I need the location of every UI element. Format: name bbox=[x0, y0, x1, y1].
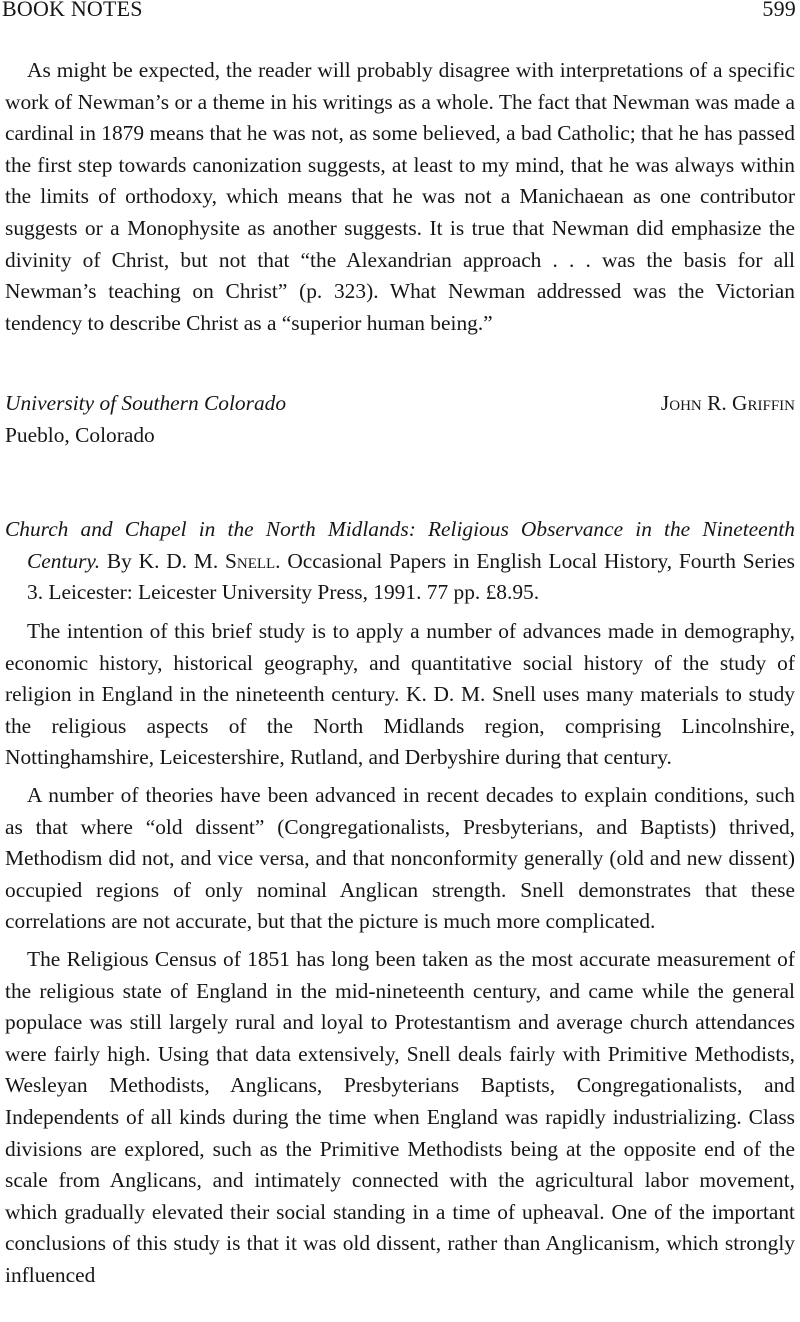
reviewer-name: John R. Griffin bbox=[660, 391, 795, 415]
citation-by: By bbox=[106, 548, 132, 573]
section-title: BOOK NOTES bbox=[2, 0, 143, 21]
review-2-paragraph: The intention of this brief study is to apply a number of advances made in demography, economic history, historical geography, and quantitative social history of the study of religion in England in the nineteenth century. K. D. M. Snell uses many materials to study the religious aspects of the North Midlands region, comprising Lincolnshire, Nottinghamshire, Leicestershire, Rutland, and Derbyshire during that century. bbox=[5, 619, 795, 770]
review-1-signature bbox=[5, 388, 795, 451]
book-title: Church and Chapel in the North Midlands: Religious Observance in the Nineteenth Century. bbox=[5, 517, 795, 573]
reviewer-affiliation: University of Southern Colorado bbox=[5, 391, 287, 415]
review-1-paragraph: As might be expected, the reader will probably disagree with interpretations of a specific work of Newman’s or a theme in his writings as a whole. The fact that Newman was made a cardinal in 1879 means that he was not, as some believed, a bad Catholic; that he has passed the first step towards canonization suggests, at least to my mind, that he was always within the limits of orthodoxy, which means that he was not a Manichaean as one contributor suggests or a Monophysite as another suggests. It is true that Newman did emphasize the divinity of Christ, but not that “the Alexandrian approach . . . was the basis for all Newman’s teaching on Christ” (p. 323). What Newman addressed was the Victorian tendency to describe Christ as a “superior human being.” bbox=[5, 58, 795, 335]
publication-details: Occasional Papers in English Local History, Fourth Series 3. Leicester: Leicester University Press, 1991. 77 pp. £8.95. bbox=[27, 548, 795, 605]
review-2-body bbox=[5, 616, 795, 1291]
book-author: K. D. M. Snell. bbox=[138, 548, 281, 573]
running-head bbox=[0, 0, 800, 26]
reviewer-location: Pueblo, Colorado bbox=[5, 422, 155, 447]
review-2-paragraph: The Religious Census of 1851 has long been taken as the most accurate measurement of the religious state of England in the mid-nineteenth century, and came while the general populace was still largely rural and loyal to Protestantism and average church attendances were fairly high. Using that data extensively, Snell deals fairly with Primitive Methodists, Wesleyan Methodists, Anglicans, Presbyterians Baptists, Congregationalists, and Independents of all kinds during the time when England was rapidly industrializing. Class divisions are explored, such as the Primitive Methodists being at the opposite end of the scale from Anglicans, and intimately connected with the agricultural labor movement, which gradually elevated their social standing in a time of upheaval. One of the important conclusions of this study is that it was old dissent, rather than Anglicanism, which strongly influenced bbox=[5, 946, 795, 1287]
book-citation bbox=[5, 514, 795, 609]
page-number: 599 bbox=[762, 0, 796, 21]
review-1-body bbox=[5, 55, 795, 339]
review-2-paragraph: A number of theories have been advanced in recent decades to explain conditions, such as that where “old dissent” (Congregationalists, Presbyterians, and Baptists) thrived, Methodism did not, and vice versa, and that nonconformity generally (old and new dissent) occupied regions of only nominal Anglican strength. Snell demonstrates that these correlations are not accurate, but that the picture is much more complicated. bbox=[5, 782, 795, 934]
